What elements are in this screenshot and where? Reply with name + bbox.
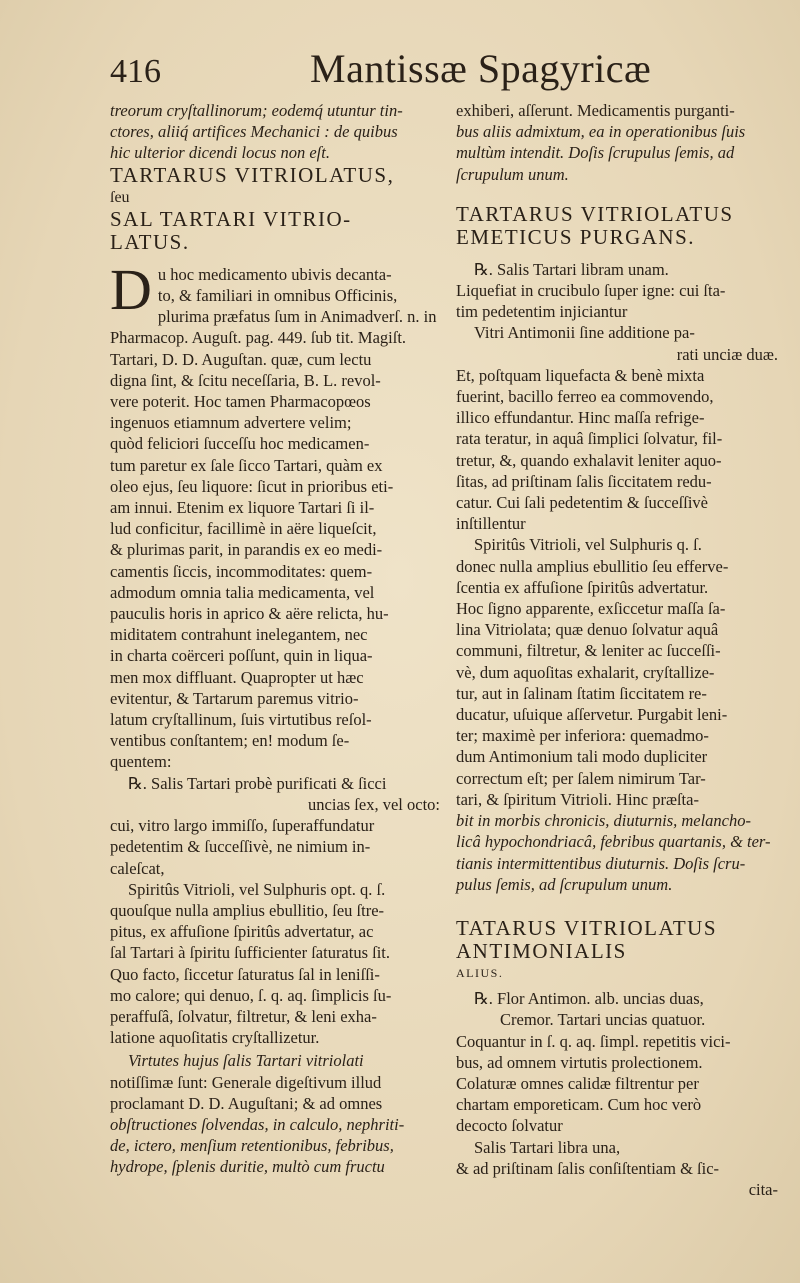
section-heading-1 xyxy=(110,164,440,254)
section-title: TARTARUS VITRIOLATUS xyxy=(456,201,734,226)
text-line: ſitas, ad priſtinam ſalis ſiccitatem redu- xyxy=(456,471,712,491)
text-line: rata teratur, in aquâ ſimplici ſolvatur, fil- xyxy=(456,429,723,449)
text-line: pauculis horis in aprico & aëre relicta, hu- xyxy=(110,604,389,624)
text-line: Pharmacop. Auguſt. pag. 449. ſub tit. Magiſt. xyxy=(110,328,407,348)
left-column xyxy=(110,100,440,1178)
text-line: caleſcat, xyxy=(110,858,165,878)
recipe-line: ℞. Salis Tartari libram unam. xyxy=(474,259,669,279)
text-line: & ad priſtinam ſalis conſiſtentiam & ſic- xyxy=(456,1158,720,1178)
text-line: ter; maximè per inferiora: quemadmo- xyxy=(456,726,709,746)
section-title: TARTARUS VITRIOLATUS, xyxy=(110,162,395,187)
page-header xyxy=(110,45,770,105)
text-line: chartam emporeticam. Cum hoc verò xyxy=(456,1095,702,1115)
text-line: tum paretur ex ſale ſicco Tartari, quàm ex xyxy=(110,455,383,475)
text-line: tari, & ſpiritum Vitrioli. Hinc præſta- xyxy=(456,789,699,809)
text-line: hydrope, ſplenis duritie, multò cum fructu xyxy=(110,1157,385,1177)
recipe-line: uncias ſex, vel octo: xyxy=(308,794,440,814)
text-line: tur, aut in ſalinam ſtatim ſiccitatem re- xyxy=(456,683,707,703)
spiritus-block xyxy=(110,879,440,1049)
text-line: inſtillentur xyxy=(456,514,526,534)
text-line: quentem: xyxy=(110,752,172,772)
virtutes-block xyxy=(110,1050,440,1177)
section-heading-2 xyxy=(456,203,778,249)
text-line: decocto ſolvatur xyxy=(456,1116,563,1136)
recipe-line: ℞. Flor Antimon. alb. uncias duas, xyxy=(474,989,704,1009)
text-line: evitentur, & Tartarum paremus vitrio- xyxy=(110,688,359,708)
text-line: correctum eſt; per ſalem nimirum Tar- xyxy=(456,768,706,788)
text-line: Hoc ſigno apparente, exſiccetur maſſa ſa- xyxy=(456,599,726,619)
text-line: mo calore; qui denuo, ſ. q. aq. ſimplicis ſu- xyxy=(110,985,392,1005)
text-line: vere poterit. Hoc tamen Pharmacopœos xyxy=(110,392,371,412)
text-line: oleo ejus, ſeu liquore: ſicut in prioribus eti- xyxy=(110,476,394,496)
text-line: Spiritûs Vitrioli, vel Sulphuris q. ſ. xyxy=(474,535,702,555)
section-subtitle: ALIUS. xyxy=(456,965,504,980)
text-line: catur. Cui ſali pedetentim & ſucceſſivè xyxy=(456,493,709,513)
text-line: exhiberi, aſſerunt. Medicamentis purganti- xyxy=(456,101,735,120)
section-subtitle: ſeu xyxy=(110,188,130,206)
text-line: tretur, &, quando exhalavit leniter aquo- xyxy=(456,450,722,470)
text-line: bit in morbis chronicis, diuturnis, melancho- xyxy=(456,811,752,831)
text-line: miditatem contrahunt inelegantem, nec xyxy=(110,625,368,645)
text-line: quòd feliciori ſucceſſu hoc medicamen- xyxy=(110,434,370,454)
text-line: Colaturæ omnes calidæ filtrentur per xyxy=(456,1073,699,1093)
text-line: to, & familiari in omnibus Officinis, xyxy=(157,286,398,306)
text-line: ſal Tartari à ſpiritu ſufficienter ſaturatus ſit. xyxy=(110,943,391,963)
right-column xyxy=(456,100,778,1200)
recipe-block xyxy=(110,773,440,879)
text-line: men mox diffluant. Quapropter ut hæc xyxy=(110,667,364,687)
text-line: ctores, aliiq́ artifices Mechanici : de quibus xyxy=(110,122,398,142)
text-line: latione aquoſitatis cryſtallizetur. xyxy=(110,1028,320,1048)
text-line: Tartari, D. D. Auguſtan. quæ, cum lectu xyxy=(110,349,372,369)
text-line: plurima præfatus ſum in Animadverſ. n. in xyxy=(157,307,437,327)
recipe-line: rati unciæ duæ. xyxy=(676,344,778,364)
text-line: cui, vitro largo immiſſo, ſuperaffundatur xyxy=(110,816,375,836)
paragraph-intro xyxy=(110,256,440,773)
text-line: pulus ſemis, ad ſcrupulum unum. xyxy=(456,874,673,894)
text-line: illico effundantur. Hinc maſſa refrige- xyxy=(456,408,705,428)
text-line: lina Vitriolata; quæ denuo ſolvatur aquâ xyxy=(456,620,719,640)
running-head: Mantissæ Spagyricæ xyxy=(310,46,652,91)
text-line: Virtutes hujus ſalis Tartari vitriolati xyxy=(128,1051,364,1071)
recipe-line: Salis Tartari libra una, xyxy=(474,1137,621,1157)
text-line: Spiritûs Vitrioli, vel Sulphuris opt. q. ſ. xyxy=(128,879,386,899)
text-line: camentis ſiccis, incommoditates: quem- xyxy=(110,561,373,581)
section-title: EMETICUS PURGANS. xyxy=(456,224,696,249)
text-line: fuerint, bacillo ferreo ea commovendo, xyxy=(456,387,714,407)
text-line: admodum omnia talia medicamenta, vel xyxy=(110,582,375,602)
text-line: treorum cryſtallinorum; eodemq́ utuntur tin- xyxy=(110,101,403,120)
text-line: quouſque nulla amplius ebullitio, ſeu ſtre- xyxy=(110,900,385,920)
catchword: cita- xyxy=(748,1179,778,1199)
recipe-line: ℞. Salis Tartari probè purificati & ſicci xyxy=(128,773,387,793)
text-line: lud conficitur, facillimè in aëre liqueſcit, xyxy=(110,519,377,539)
recipe-line: Vitri Antimonii ſine additione pa- xyxy=(474,323,695,343)
text-line: dum Antimonium tali modo dupliciter xyxy=(456,747,708,767)
text-line: tianis intermittentibus diuturnis. Doſis ſcru- xyxy=(456,853,746,873)
section-title: LATUS. xyxy=(110,229,190,254)
text-line: notiſſimæ ſunt: Generale digeſtivum illud xyxy=(110,1072,382,1092)
text-line: donec nulla amplius ebullitio ſeu efferve- xyxy=(456,556,729,576)
section-title: SAL TARTARI VITRIO- xyxy=(110,206,352,231)
text-line: pitus, ex affuſione ſpiritûs advertatur, ac xyxy=(110,922,374,942)
text-line: pedetentim & ſucceſſivè, ne nimium in- xyxy=(110,837,371,857)
text-line: peraffuſâ, ſolvatur, filtretur, & leni exha- xyxy=(110,1006,377,1026)
text-line: de, ictero, menſium retentionibus, febribus, xyxy=(110,1136,394,1156)
text-line: Et, poſtquam liquefacta & benè mixta xyxy=(456,365,705,385)
text-line: in charta coërceri poſſunt, quin in liqua- xyxy=(110,646,373,666)
text-line: hic ulterior dicendi locus non eſt. xyxy=(110,143,330,163)
text-line: ſcentia ex affuſione ſpiritûs advertatur. xyxy=(456,577,709,597)
text-line: latum cryſtallinum, ſuis virtutibus reſol- xyxy=(110,710,372,730)
text-line: bus aliis admixtum, ea in operationibus ſuis xyxy=(456,122,746,142)
text-line: tim pedetentim injiciantur xyxy=(456,302,628,322)
text-line: u hoc medicamento ubivis decanta- xyxy=(157,264,392,284)
section-heading-3 xyxy=(456,917,778,984)
page-number: 416 xyxy=(110,53,161,90)
text-line: Liquefiat in crucibulo ſuper igne: cui ſta- xyxy=(456,281,726,301)
text-line: multùm intendit. Doſis ſcrupulus ſemis, ad xyxy=(456,143,735,163)
text-line: digna ſint, & ſcitu neceſſaria, B. L. revol- xyxy=(110,370,381,390)
text-line: Quo facto, ſiccetur ſaturatus ſal in leniſſi- xyxy=(110,964,380,984)
section-title: TATARUS VITRIOLATUS xyxy=(456,915,718,940)
text-line: ſcrupulum unum. xyxy=(456,164,569,184)
section-title: ANTIMONIALIS xyxy=(456,938,627,963)
text-line: ducatur, uſuique aſſervetur. Purgabit leni- xyxy=(456,705,728,725)
text-line: obſtructiones ſolvendas, in calculo, nephriti- xyxy=(110,1114,405,1134)
text-line: licâ hypochondriacâ, febribus quartanis, & ter- xyxy=(456,832,771,852)
text-line: Coquantur in ſ. q. aq. ſimpl. repetitis vici- xyxy=(456,1031,731,1051)
text-line: bus, ad omnem virtutis prolectionem. xyxy=(456,1052,703,1072)
drop-cap: D xyxy=(110,256,152,322)
recipe-line: Cremor. Tartari uncias quatuor. xyxy=(500,1010,706,1030)
text-line: & plurimas parit, in parandis ex eo medi- xyxy=(110,540,383,560)
text-line: proclamant D. D. Auguſtani; & ad omnes xyxy=(110,1093,383,1113)
text-line: ingenuos etiamnum advertere velim; xyxy=(110,413,352,433)
text-line: am innui. Etenim ex liquore Tartari ſi il- xyxy=(110,498,375,518)
text-line: vè, dum aquoſitas exhalarit, cryſtallize- xyxy=(456,662,715,682)
text-line: communi, filtretur, & leniter ac ſucceſſi- xyxy=(456,641,721,661)
text-line: ventibus conſtantem; en! modum ſe- xyxy=(110,731,350,751)
